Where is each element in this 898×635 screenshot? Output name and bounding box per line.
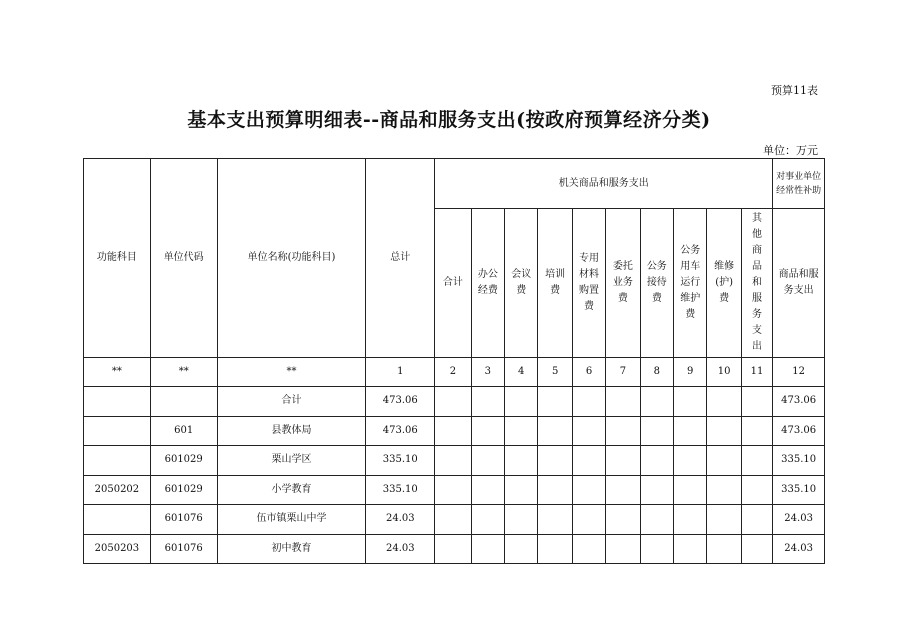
cell-empty (640, 475, 673, 505)
cell-empty (640, 416, 673, 446)
index-cell: 1 (366, 358, 435, 387)
sub-header-cell (640, 209, 673, 358)
sub-header-text: 培训费 (545, 269, 566, 296)
cell-total: 24.03 (366, 534, 435, 564)
page-title: 基本支出预算明细表--商品和服务支出(按政府预算经济分类) (187, 109, 711, 131)
cell-empty (538, 475, 572, 505)
cell-empty (572, 416, 605, 446)
cell-empty (741, 505, 772, 535)
sub-header-cell (707, 209, 741, 358)
cell-empty (505, 416, 538, 446)
cell-empty (640, 505, 673, 535)
index-row (84, 358, 825, 387)
sub-header-text: 办公经费 (477, 269, 498, 296)
cell-total: 473.06 (366, 416, 435, 446)
sub-header-cell (773, 209, 825, 358)
cell-func (84, 387, 151, 417)
col-header-name: 单位名称(功能科目) (217, 159, 366, 358)
cell-empty (538, 505, 572, 535)
cell-empty (471, 416, 504, 446)
table-row (84, 416, 825, 446)
cell-name: 县教体局 (217, 416, 366, 446)
cell-empty (674, 387, 707, 417)
sub-header-cell (674, 209, 707, 358)
cell-total: 473.06 (366, 387, 435, 417)
col-header-func: 功能科目 (84, 159, 151, 358)
budget-table (83, 158, 825, 564)
cell-empty (572, 446, 605, 476)
cell-empty (435, 505, 471, 535)
cell-empty (606, 505, 640, 535)
table-row (84, 475, 825, 505)
col-header-total: 总计 (366, 159, 435, 358)
cell-empty (505, 534, 538, 564)
cell-empty (471, 475, 504, 505)
col-header-code: 单位代码 (150, 159, 217, 358)
cell-empty (435, 534, 471, 564)
cell-total: 335.10 (366, 446, 435, 476)
cell-empty (471, 387, 504, 417)
cell-empty (707, 446, 741, 476)
index-cell: 4 (505, 358, 538, 387)
cell-name: 伍市镇栗山中学 (217, 505, 366, 535)
cell-empty (674, 534, 707, 564)
cell-code: 601 (150, 416, 217, 446)
sub-header-text: 商品和服务支出 (778, 269, 819, 296)
cell-name: 初中教育 (217, 534, 366, 564)
cell-empty (505, 475, 538, 505)
cell-empty (471, 505, 504, 535)
index-cell: ** (217, 358, 366, 387)
cell-code: 601029 (150, 475, 217, 505)
cell-subsidy: 473.06 (773, 387, 825, 417)
cell-empty (572, 475, 605, 505)
cell-empty (435, 446, 471, 476)
index-cell: ** (150, 358, 217, 387)
cell-total: 335.10 (366, 475, 435, 505)
cell-empty (471, 534, 504, 564)
cell-subsidy: 335.10 (773, 475, 825, 505)
sub-header-text: 合计 (442, 277, 463, 288)
cell-code: 601029 (150, 446, 217, 476)
cell-empty (741, 446, 772, 476)
index-cell: 8 (640, 358, 673, 387)
cell-code: 601076 (150, 505, 217, 535)
cell-empty (640, 446, 673, 476)
cell-empty (640, 387, 673, 417)
cell-empty (741, 416, 772, 446)
cell-empty (505, 505, 538, 535)
cell-empty (471, 446, 504, 476)
cell-subsidy: 24.03 (773, 505, 825, 535)
cell-empty (435, 416, 471, 446)
cell-total: 24.03 (366, 505, 435, 535)
index-cell: 5 (538, 358, 572, 387)
cell-empty (606, 387, 640, 417)
sub-header-text: 专用材料购置费 (579, 253, 600, 312)
sub-header-cell (505, 209, 538, 358)
cell-func (84, 446, 151, 476)
cell-subsidy: 473.06 (773, 416, 825, 446)
sub-header-text: 委托业务费 (612, 261, 633, 304)
cell-empty (640, 534, 673, 564)
sub-header-text: 会议费 (511, 269, 532, 296)
sub-header-cell (471, 209, 504, 358)
cell-subsidy: 24.03 (773, 534, 825, 564)
cell-empty (674, 446, 707, 476)
cell-empty (707, 475, 741, 505)
index-cell: 10 (707, 358, 741, 387)
cell-empty (674, 416, 707, 446)
index-cell: 9 (674, 358, 707, 387)
index-cell: 6 (572, 358, 605, 387)
cell-subsidy: 335.10 (773, 446, 825, 476)
cell-empty (538, 534, 572, 564)
cell-empty (572, 534, 605, 564)
sub-header-text: 公务用车运行维护费 (680, 245, 701, 320)
sub-header-cell (741, 209, 772, 358)
cell-empty (538, 416, 572, 446)
table-row (84, 534, 825, 564)
cell-empty (674, 475, 707, 505)
cell-empty (606, 446, 640, 476)
sub-header-cell (572, 209, 605, 358)
cell-empty (606, 416, 640, 446)
sub-header-text: 公务接待费 (646, 261, 667, 304)
cell-func (84, 505, 151, 535)
cell-empty (572, 387, 605, 417)
sub-header-cell (435, 209, 471, 358)
index-cell: 3 (471, 358, 504, 387)
index-cell: 7 (606, 358, 640, 387)
cell-empty (435, 475, 471, 505)
cell-empty (435, 387, 471, 417)
cell-empty (674, 505, 707, 535)
cell-empty (741, 475, 772, 505)
index-cell: ** (84, 358, 151, 387)
cell-empty (707, 534, 741, 564)
table-row (84, 387, 825, 417)
header-row-top (84, 159, 825, 209)
cell-empty (741, 534, 772, 564)
cell-empty (741, 387, 772, 417)
cell-empty (707, 416, 741, 446)
cell-func (84, 416, 151, 446)
table-row (84, 505, 825, 535)
cell-code: 601076 (150, 534, 217, 564)
cell-empty (505, 387, 538, 417)
cell-empty (538, 387, 572, 417)
group-header-agency: 机关商品和服务支出 (435, 159, 773, 209)
cell-empty (707, 387, 741, 417)
index-cell: 12 (773, 358, 825, 387)
cell-name: 小学教育 (217, 475, 366, 505)
cell-empty (606, 534, 640, 564)
group-header-subsidy (773, 159, 825, 209)
cell-code (150, 387, 217, 417)
index-cell: 11 (741, 358, 772, 387)
cell-func: 2050202 (84, 475, 151, 505)
cell-func: 2050203 (84, 534, 151, 564)
index-cell: 2 (435, 358, 471, 387)
sub-header-cell (538, 209, 572, 358)
unit-label: 单位：万元 (763, 144, 818, 157)
cell-empty (707, 505, 741, 535)
sub-header-cell (606, 209, 640, 358)
table-number: 预算11表 (771, 84, 818, 97)
cell-empty (572, 505, 605, 535)
cell-empty (606, 475, 640, 505)
cell-name: 合计 (217, 387, 366, 417)
table-row (84, 446, 825, 476)
cell-empty (538, 446, 572, 476)
subsidy-group-text: 对事业单位经常性补助 (776, 171, 822, 196)
sub-header-text: 其他商品和服务支出 (752, 213, 763, 352)
cell-empty (505, 446, 538, 476)
sub-header-text: 维修(护)费 (714, 261, 735, 304)
cell-name: 栗山学区 (217, 446, 366, 476)
